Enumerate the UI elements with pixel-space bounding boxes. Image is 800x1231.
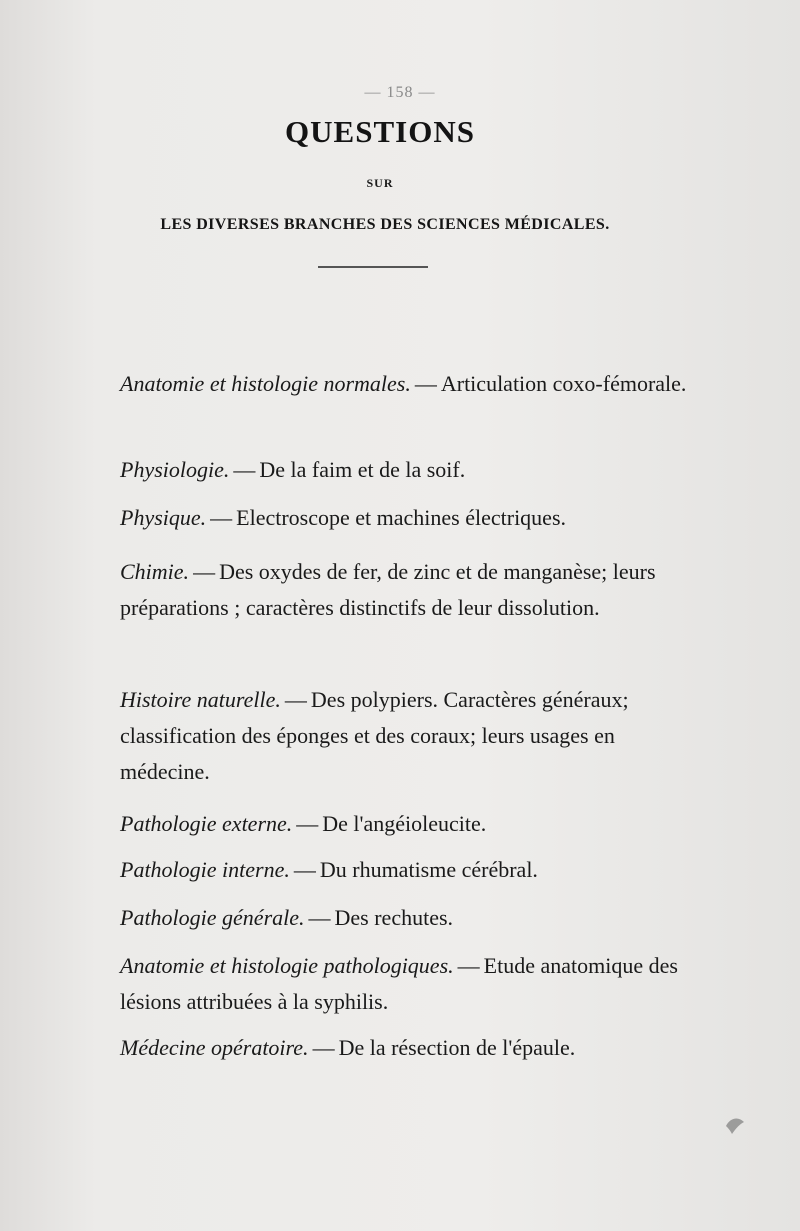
entry-heading: Pathologie externe. bbox=[120, 811, 293, 836]
entry-dash: — bbox=[296, 811, 319, 836]
entry-heading: Pathologie interne. bbox=[120, 857, 290, 882]
entry-text: Des oxydes de fer, de zinc et de manganèse; leurs préparations ; caractères distinctifs de leur dissolution. bbox=[120, 559, 656, 620]
entry-dash: — bbox=[414, 371, 437, 396]
entry-heading: Physique. bbox=[120, 505, 207, 530]
entry-dash: — bbox=[457, 953, 480, 978]
entry-text: Des rechutes. bbox=[334, 905, 454, 930]
question-entry bbox=[120, 806, 700, 842]
entry-dash: — bbox=[293, 857, 316, 882]
question-entry bbox=[120, 452, 700, 488]
page-title: QUESTIONS bbox=[285, 114, 475, 149]
page-number: — 158 — bbox=[364, 84, 436, 101]
question-entry bbox=[120, 554, 700, 626]
entry-heading: Anatomie et histologie pathologiques. bbox=[120, 953, 454, 978]
question-entry bbox=[120, 500, 700, 536]
page-subtitle: LES DIVERSES BRANCHES DES SCIENCES MÉDICALES. bbox=[160, 216, 610, 233]
entry-dash: — bbox=[308, 905, 331, 930]
title-connector: SUR bbox=[366, 176, 394, 190]
question-entry bbox=[120, 682, 700, 790]
entry-text: Electroscope et machines électriques. bbox=[236, 505, 567, 530]
entry-dash: — bbox=[284, 687, 307, 712]
entry-text: De l'angéioleucite. bbox=[322, 811, 487, 836]
entry-heading: Histoire naturelle. bbox=[120, 687, 281, 712]
entry-text: De la résection de l'épaule. bbox=[338, 1035, 576, 1060]
entry-dash: — bbox=[210, 505, 233, 530]
ink-blot-icon bbox=[722, 1112, 748, 1138]
entry-dash: — bbox=[233, 457, 256, 482]
question-entry bbox=[120, 366, 700, 402]
entry-dash: — bbox=[312, 1035, 335, 1060]
entry-heading: Médecine opératoire. bbox=[120, 1035, 309, 1060]
entry-text: De la faim et de la soif. bbox=[259, 457, 466, 482]
question-entry bbox=[120, 1030, 700, 1066]
entry-dash: — bbox=[193, 559, 216, 584]
entry-heading: Physiologie. bbox=[120, 457, 230, 482]
entry-text: Des polypiers. Caractères généraux; classification des éponges et des coraux; leurs usages en médecine. bbox=[120, 687, 629, 784]
title-rule bbox=[318, 266, 428, 268]
entry-text: Du rhumatisme cérébral. bbox=[319, 857, 538, 882]
question-entry bbox=[120, 852, 700, 888]
entry-heading: Chimie. bbox=[120, 559, 190, 584]
entry-text: Etude anatomique des lésions attribuées à la syphilis. bbox=[120, 953, 678, 1014]
entry-heading: Pathologie générale. bbox=[120, 905, 305, 930]
entry-heading: Anatomie et histologie normales. bbox=[120, 371, 411, 396]
question-entry bbox=[120, 900, 700, 936]
question-entry bbox=[120, 948, 700, 1020]
entry-text: Articulation coxo-fémorale. bbox=[440, 371, 687, 396]
